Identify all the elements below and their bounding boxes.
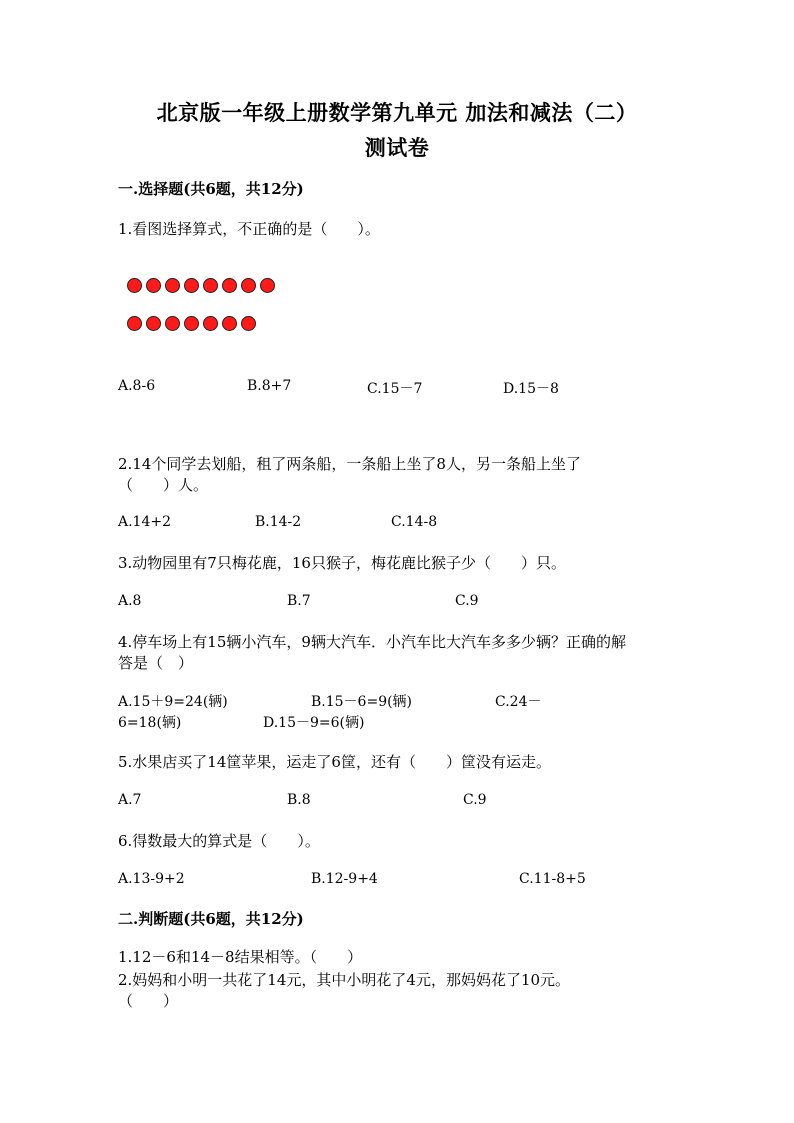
q4-option-b: B.15－6=9(辆) [311, 694, 413, 710]
q1-option-a: A.8-6 [118, 378, 156, 394]
section2-heading: 二.判断题(共6题，共12分) [118, 910, 304, 928]
red-dot [222, 316, 237, 331]
red-dot [127, 278, 142, 293]
question-6-text: 6.得数最大的算式是（ ）。 [118, 832, 320, 850]
page-title-line1: 北京版一年级上册数学第九单元 加法和减法（二） [156, 100, 638, 125]
judge-question-2-line1: 2.妈妈和小明一共花了14元，其中小明花了4元，那妈妈花了10元。 [118, 971, 571, 989]
red-dot [260, 278, 275, 293]
q4-option-c-part1: C.24－ [495, 694, 542, 710]
red-dot [165, 278, 180, 293]
q2-option-b: B.14-2 [255, 514, 302, 530]
red-dot [127, 316, 142, 331]
q2-option-a: A.14+2 [118, 514, 172, 530]
q3-option-c: C.9 [455, 593, 479, 609]
q5-option-a: A.7 [118, 792, 142, 808]
q1-option-d: D.15－8 [503, 381, 559, 397]
q6-option-b: B.12-9+4 [311, 871, 378, 887]
red-dot [203, 278, 218, 293]
red-dot [146, 316, 161, 331]
q2-option-c: C.14-8 [391, 514, 438, 530]
red-dot [184, 316, 199, 331]
q4-option-c-part2: 6=18(辆) [118, 715, 182, 731]
red-dot [222, 278, 237, 293]
question-4-line2: 答是（ ） [118, 654, 194, 672]
q6-option-c: C.11-8+5 [519, 871, 586, 887]
q1-option-c: C.15－7 [367, 381, 423, 397]
q5-option-c: C.9 [463, 792, 487, 808]
question-3-text: 3.动物园里有7只梅花鹿，16只猴子，梅花鹿比猴子少（ ）只。 [118, 554, 566, 572]
dot-row-2 [127, 316, 256, 331]
q3-option-a: A.8 [118, 593, 142, 609]
q6-option-a: A.13-9+2 [118, 871, 185, 887]
red-dot [165, 316, 180, 331]
judge-question-2-line2: （ ） [118, 992, 179, 1010]
q4-option-d: D.15－9=6(辆) [263, 715, 365, 731]
red-dot [146, 278, 161, 293]
red-dot [184, 278, 199, 293]
q3-option-b: B.7 [287, 593, 311, 609]
dot-row-1 [127, 278, 275, 293]
q4-option-a: A.15＋9=24(辆) [118, 694, 228, 710]
question-4-line1: 4.停车场上有15辆小汽车，9辆大汽车．小汽车比大汽车多多少辆？正确的解 [118, 633, 626, 651]
judge-question-1: 1.12－6和14－8结果相等。（ ） [118, 948, 363, 966]
red-dot [241, 278, 256, 293]
q5-option-b: B.8 [287, 792, 311, 808]
question-2-line2: （ ）人。 [118, 476, 209, 494]
question-1-text: 1.看图选择算式，不正确的是（ ）。 [118, 220, 380, 238]
page-title-line2: 测试卷 [364, 135, 430, 160]
q1-option-b: B.8+7 [247, 378, 292, 394]
question-5-text: 5.水果店买了14筐苹果，运走了6筐，还有（ ）筐没有运走。 [118, 753, 551, 771]
red-dot [203, 316, 218, 331]
red-dot [241, 316, 256, 331]
question-2-line1: 2.14个同学去划船，租了两条船，一条船上坐了8人，另一条船上坐了 [118, 455, 581, 473]
section1-heading: 一.选择题(共6题，共12分) [118, 180, 304, 198]
